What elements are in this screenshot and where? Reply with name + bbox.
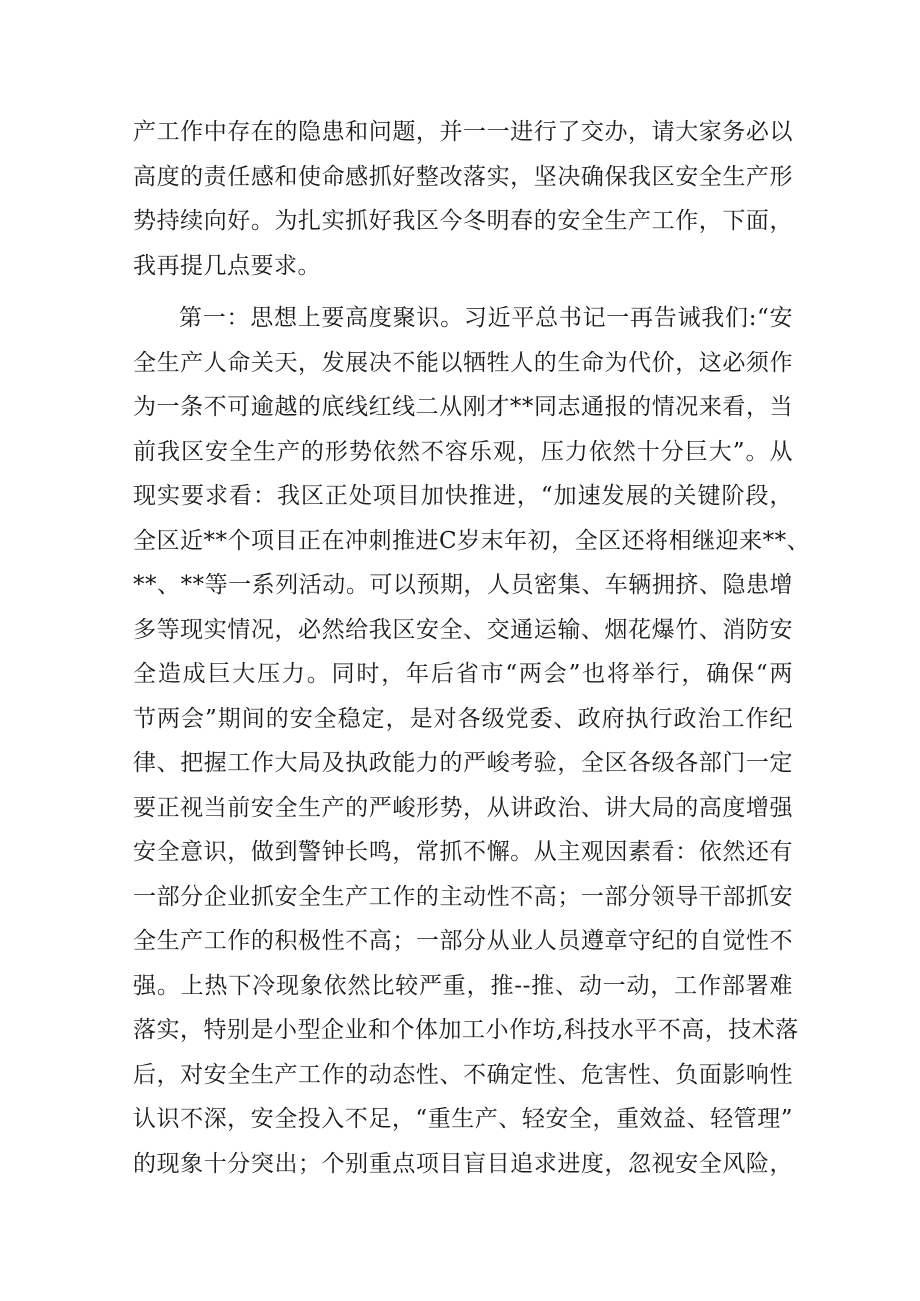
text-line: 一部分企业抓安全生产工作的主动性不高；一部分领导干部抓安 bbox=[133, 883, 793, 910]
text-line: 高度的责任感和使命感抓好整改落实，坚决确保我区安全生产形 bbox=[133, 163, 793, 190]
text-line: 节两会”期间的安全稳定，是对各级党委、政府执行政治工作纪 bbox=[133, 705, 793, 732]
text-line: 前我区安全生产的形势依然不容乐观，压力依然十分巨大”。从 bbox=[133, 438, 793, 465]
document-body bbox=[133, 110, 811, 1186]
text-line: 第一：思想上要高度聚识。习近平总书记一再告诫我们:“安 bbox=[179, 305, 793, 331]
text-line: 要正视当前安全生产的严峻形势，从讲政治、讲大局的高度增强 bbox=[133, 794, 793, 821]
text-line: 安全意识，做到警钟长鸣，常抓不懈。从主观因素看：依然还有 bbox=[133, 839, 793, 865]
text-line: 为一条不可逾越的底线红线二从刚才**同志通报的情况来看，当 bbox=[133, 394, 793, 420]
text-line: 现实要求看：我区正处项目加快推进，“加速发展的关键阶段， bbox=[133, 483, 793, 509]
text-line: 落实，特别是小型企业和个体加工小作坊,科技水平不高，技术落 bbox=[133, 1017, 799, 1043]
text-line: 全生产工作的积极性不高；一部分从业人员遵章守纪的自觉性不 bbox=[133, 928, 793, 954]
text-line: **、**等一系列活动。可以预期，人员密集、车辆拥挤、隐患增 bbox=[133, 572, 793, 598]
text-line: 全造成巨大压力。同时，年后省市“两会”也将举行，确保“两 bbox=[133, 661, 793, 687]
text-line: 产工作中存在的隐患和问题，并一一进行了交办，请大家务必以 bbox=[133, 119, 793, 145]
paragraph-1 bbox=[133, 110, 793, 288]
text-line: 势持续向好。为扎实抓好我区今冬明春的安全生产工作，下面， bbox=[133, 208, 793, 234]
paragraph-gap bbox=[133, 288, 793, 296]
text-line: 认识不深，安全投入不足，“重生产、轻安全，重效益、轻管理” bbox=[133, 1106, 793, 1132]
text-line: 后，对安全生产工作的动态性、不确定性、危害性、负面影响性 bbox=[133, 1061, 793, 1088]
text-line: 全区近**个项目正在冲刺推进C岁末年初，全区还将相继迎来**、 bbox=[133, 527, 811, 554]
text-line: 强。上热下冷现象依然比较严重，推--推、动一动，工作部署难 bbox=[133, 972, 793, 999]
text-line: 的现象十分突出；个别重点项目盲目追求进度，忽视安全风险， bbox=[133, 1150, 793, 1177]
text-line: 律、把握工作大局及执政能力的严峻考验，全区各级各部门一定 bbox=[133, 750, 793, 776]
text-line: 我再提几点要求。 bbox=[133, 252, 321, 279]
paragraph-2 bbox=[133, 296, 811, 1186]
text-line: 多等现实情况，必然给我区安全、交通运输、烟花爆竹、消防安 bbox=[133, 616, 793, 643]
text-line: 全生产人命关天，发展决不能以牺牲人的生命为代价，这必须作 bbox=[133, 349, 793, 376]
